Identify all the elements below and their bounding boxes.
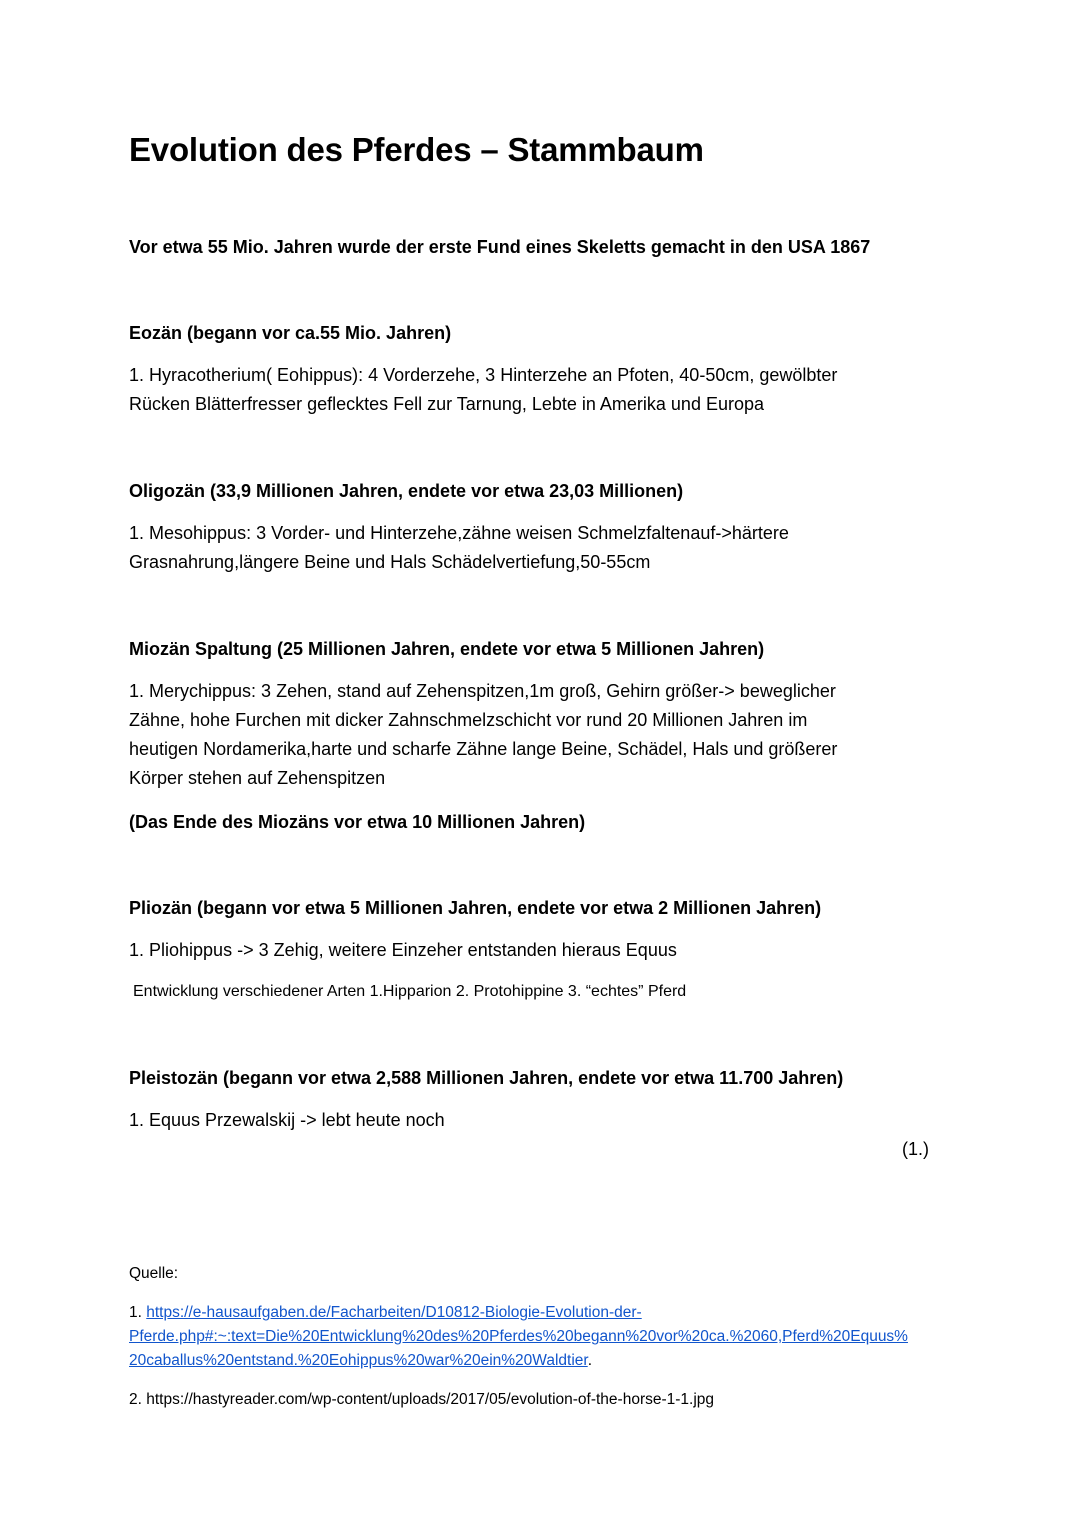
source-link-line[interactable]: https://e-hausaufgaben.de/Facharbeiten/D10812-Biologie-Evolution-der- [146, 1304, 642, 1321]
body-line: 1. Mesohippus: 3 Vorder- und Hinterzehe,zähne weisen Schmelzfaltenauf->härtere [129, 523, 789, 543]
section-heading-oligozaen: Oligozän (33,9 Millionen Jahren, endete vor etwa 23,03 Millionen) [129, 481, 684, 501]
section-body-miozaen [129, 677, 950, 793]
intro-text: Vor etwa 55 Mio. Jahren wurde der erste Fund eines Skeletts gemacht in den USA 1867 [129, 237, 871, 257]
body-line: 1. Hyracotherium( Eohippus): 4 Vorderzehe, 3 Hinterzehe an Pfoten, 40-50cm, gewölbter [129, 365, 838, 385]
page-title: Evolution des Pferdes – Stammbaum [129, 131, 704, 168]
body-line: 1. Pliohippus -> 3 Zehig, weitere Einzeher entstanden hieraus Equus [129, 940, 677, 960]
body-line: Grasnahrung,längere Beine und Hals Schädelvertiefung,50-55cm [129, 552, 651, 572]
body-line: Körper stehen auf Zehenspitzen [129, 768, 386, 788]
miozaen-note: (Das Ende des Miozäns vor etwa 10 Millionen Jahren) [129, 812, 586, 832]
sources-label: Quelle: [129, 1265, 179, 1282]
pliozaen-subline: Entwicklung verschiedener Arten 1.Hipparion 2. Protohippine 3. “echtes” Pferd [133, 983, 687, 1000]
source-link-line[interactable]: Pferde.php#:~:text=Die%20Entwicklung%20des%20Pferdes%20begann%20vor%20ca.%2060,Pferd%20Equus% [129, 1328, 908, 1345]
section-heading-pliozaen: Pliozän (begann vor etwa 5 Millionen Jahren, endete vor etwa 2 Millionen Jahren) [129, 898, 822, 918]
section-heading-eozaen: Eozän (begann vor ca.55 Mio. Jahren) [129, 323, 452, 343]
section-body-oligozaen [129, 519, 950, 577]
source-reference-2: 2. https://hastyreader.com/wp-content/uploads/2017/05/evolution-of-the-horse-1-1.jpg [129, 1391, 715, 1408]
body-line: 1. Merychippus: 3 Zehen, stand auf Zehenspitzen,1m groß, Gehirn größer-> beweglicher [129, 681, 836, 701]
source-link-line[interactable]: 20caballus%20entstand.%20Eohippus%20war%20ein%20Waldtier [129, 1352, 588, 1369]
body-line: Zähne, hohe Furchen mit dicker Zahnschmelzschicht vor rund 20 Millionen Jahren im [129, 710, 808, 730]
section-body-pleistozaen [129, 1106, 950, 1135]
section-body-eozaen [129, 361, 950, 419]
reference-period: . [587, 1352, 593, 1369]
section-body-pliozaen [129, 936, 950, 965]
section-heading-pleistozaen: Pleistozän (begann vor etwa 2,588 Millionen Jahren, endete vor etwa 11.700 Jahren) [129, 1068, 844, 1088]
citation-marker: (1.) [902, 1139, 929, 1159]
body-line: Rücken Blätterfresser geflecktes Fell zur Tarnung, Lebte in Amerika und Europa [129, 394, 765, 414]
body-line: heutigen Nordamerika,harte und scharfe Zähne lange Beine, Schädel, Hals und größerer [129, 739, 838, 759]
source-reference-1 [129, 1301, 960, 1373]
body-line: 1. Equus Przewalskij -> lebt heute noch [129, 1110, 445, 1130]
reference-number: 1. [129, 1304, 142, 1321]
section-heading-miozaen: Miozän Spaltung (25 Millionen Jahren, endete vor etwa 5 Millionen Jahren) [129, 639, 765, 659]
